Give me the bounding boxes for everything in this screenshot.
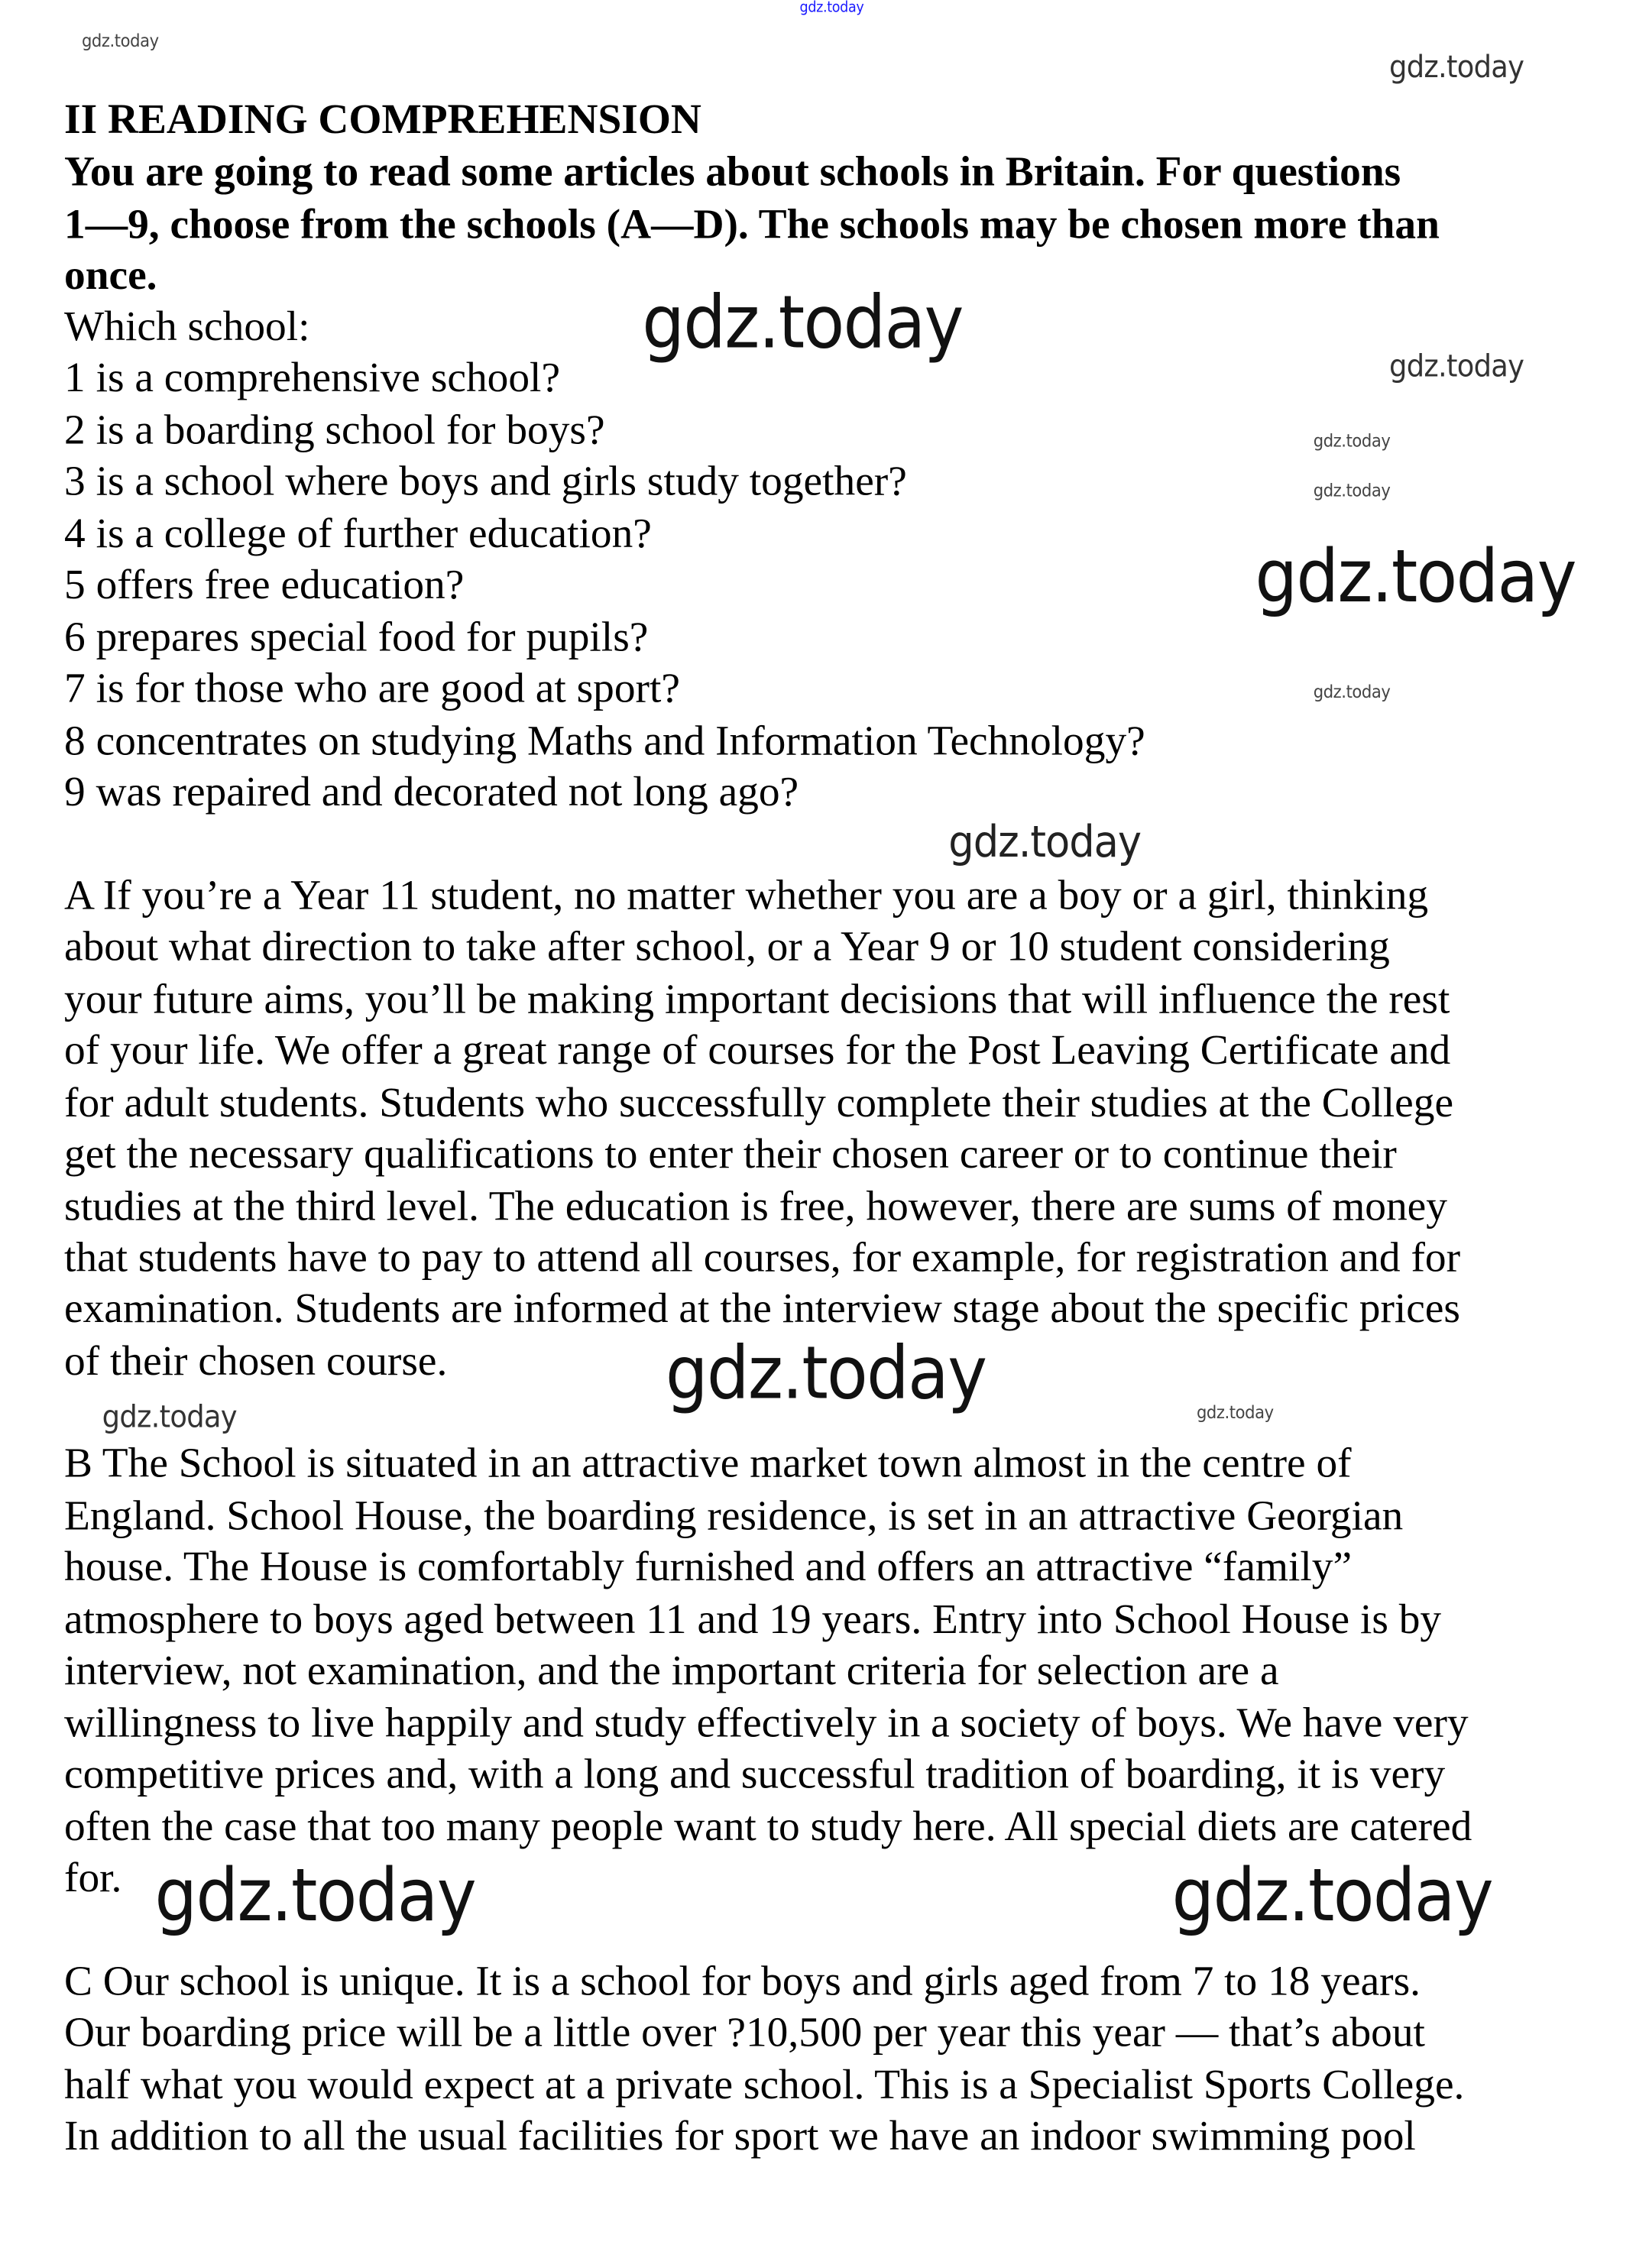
text-a-line: of their chosen course. [64, 1338, 448, 1385]
text-b-line: willingness to live happily and study effectively in a society of boys. We have very [64, 1699, 1469, 1747]
watermark: gdz.today [948, 817, 1142, 869]
watermark: gdz.today [1255, 533, 1576, 619]
question-item: 4 is a college of further education? [64, 510, 652, 558]
text-b-line: competitive prices and, with a long and successful tradition of boarding, it is very [64, 1751, 1446, 1798]
question-item: 1 is a comprehensive school? [64, 355, 561, 402]
watermark: gdz.today [154, 1853, 475, 1939]
text-b-line: for. [64, 1855, 122, 1902]
text-a-line: that students have to pay to attend all courses, for example, for registration and for [64, 1234, 1461, 1281]
question-item: 7 is for those who are good at sport? [64, 665, 680, 712]
instruction-line: 1—9, choose from the schools (A—D). The schools may be chosen more than [64, 201, 1440, 248]
text-c-line: Our boarding price will be a little over ?10,500 per year this year — that’s about [64, 2009, 1425, 2056]
text-a-line: get the necessary qualifications to enter their chosen career or to continue their [64, 1131, 1397, 1178]
text-b-line: England. School House, the boarding residence, is set in an attractive Georgian [64, 1492, 1404, 1540]
question-item: 8 concentrates on studying Maths and Information Technology? [64, 718, 1145, 765]
section-heading: II READING COMPREHENSION [64, 96, 701, 144]
question-prompt: Which school: [64, 303, 310, 351]
text-c-line: In addition to all the usual facilities for sport we have an indoor swimming pool [64, 2113, 1416, 2160]
question-item: 6 prepares special food for pupils? [64, 614, 649, 662]
text-a-line: about what direction to take after school, or a Year 9 or 10 student considering [64, 923, 1390, 970]
watermark: gdz.today [1313, 430, 1391, 452]
watermark: gdz.today [1171, 1853, 1493, 1939]
watermark: gdz.today [642, 280, 963, 365]
text-a-line: for adult students. Students who successfully complete their studies at the College [64, 1080, 1454, 1127]
watermark: gdz.today [665, 1330, 986, 1416]
watermark: gdz.today [1389, 49, 1524, 85]
text-a-line: of your life. We offer a great range of courses for the Post Leaving Certificate and [64, 1027, 1451, 1074]
text-b-line: B The School is situated in an attractive market town almost in the centre of [64, 1440, 1352, 1487]
question-item: 5 offers free education? [64, 562, 465, 609]
watermark: gdz.today [1196, 1402, 1274, 1423]
question-item: 9 was repaired and decorated not long ago? [64, 769, 799, 816]
watermark: gdz.today [1389, 348, 1524, 384]
text-b-line: house. The House is comfortably furnished and offers an attractive “family” [64, 1544, 1353, 1591]
text-a-line: examination. Students are informed at the interview stage about the specific prices [64, 1285, 1461, 1333]
watermark: gdz.today [1313, 480, 1391, 501]
watermark: gdz.today [1313, 681, 1391, 702]
instruction-line: You are going to read some articles about schools in Britain. For questions [64, 148, 1401, 196]
header-watermark: gdz.today [799, 0, 864, 17]
text-b-line: often the case that too many people want to study here. All special diets are catered [64, 1803, 1472, 1851]
text-a-line: studies at the third level. The education is free, however, there are sums of money [64, 1183, 1447, 1230]
question-item: 3 is a school where boys and girls study together? [64, 458, 907, 505]
text-c-line: half what you would expect at a private school. This is a Specialist Sports College. [64, 2062, 1465, 2109]
text-b-line: interview, not examination, and the important criteria for selection are a [64, 1648, 1279, 1695]
text-a-line: your future aims, you’ll be making important decisions that will influence the rest [64, 976, 1450, 1023]
question-item: 2 is a boarding school for boys? [64, 407, 605, 454]
instruction-line: once. [64, 252, 157, 300]
text-c-line: C Our school is unique. It is a school for boys and girls aged from 7 to 18 years. [64, 1958, 1421, 2005]
text-b-line: atmosphere to boys aged between 11 and 19 years. Entry into School House is by [64, 1596, 1442, 1644]
watermark: gdz.today [81, 31, 159, 51]
watermark: gdz.today [102, 1399, 237, 1435]
text-a-line: A If you’re a Year 11 student, no matter whether you are a boy or a girl, thinking [64, 873, 1429, 920]
